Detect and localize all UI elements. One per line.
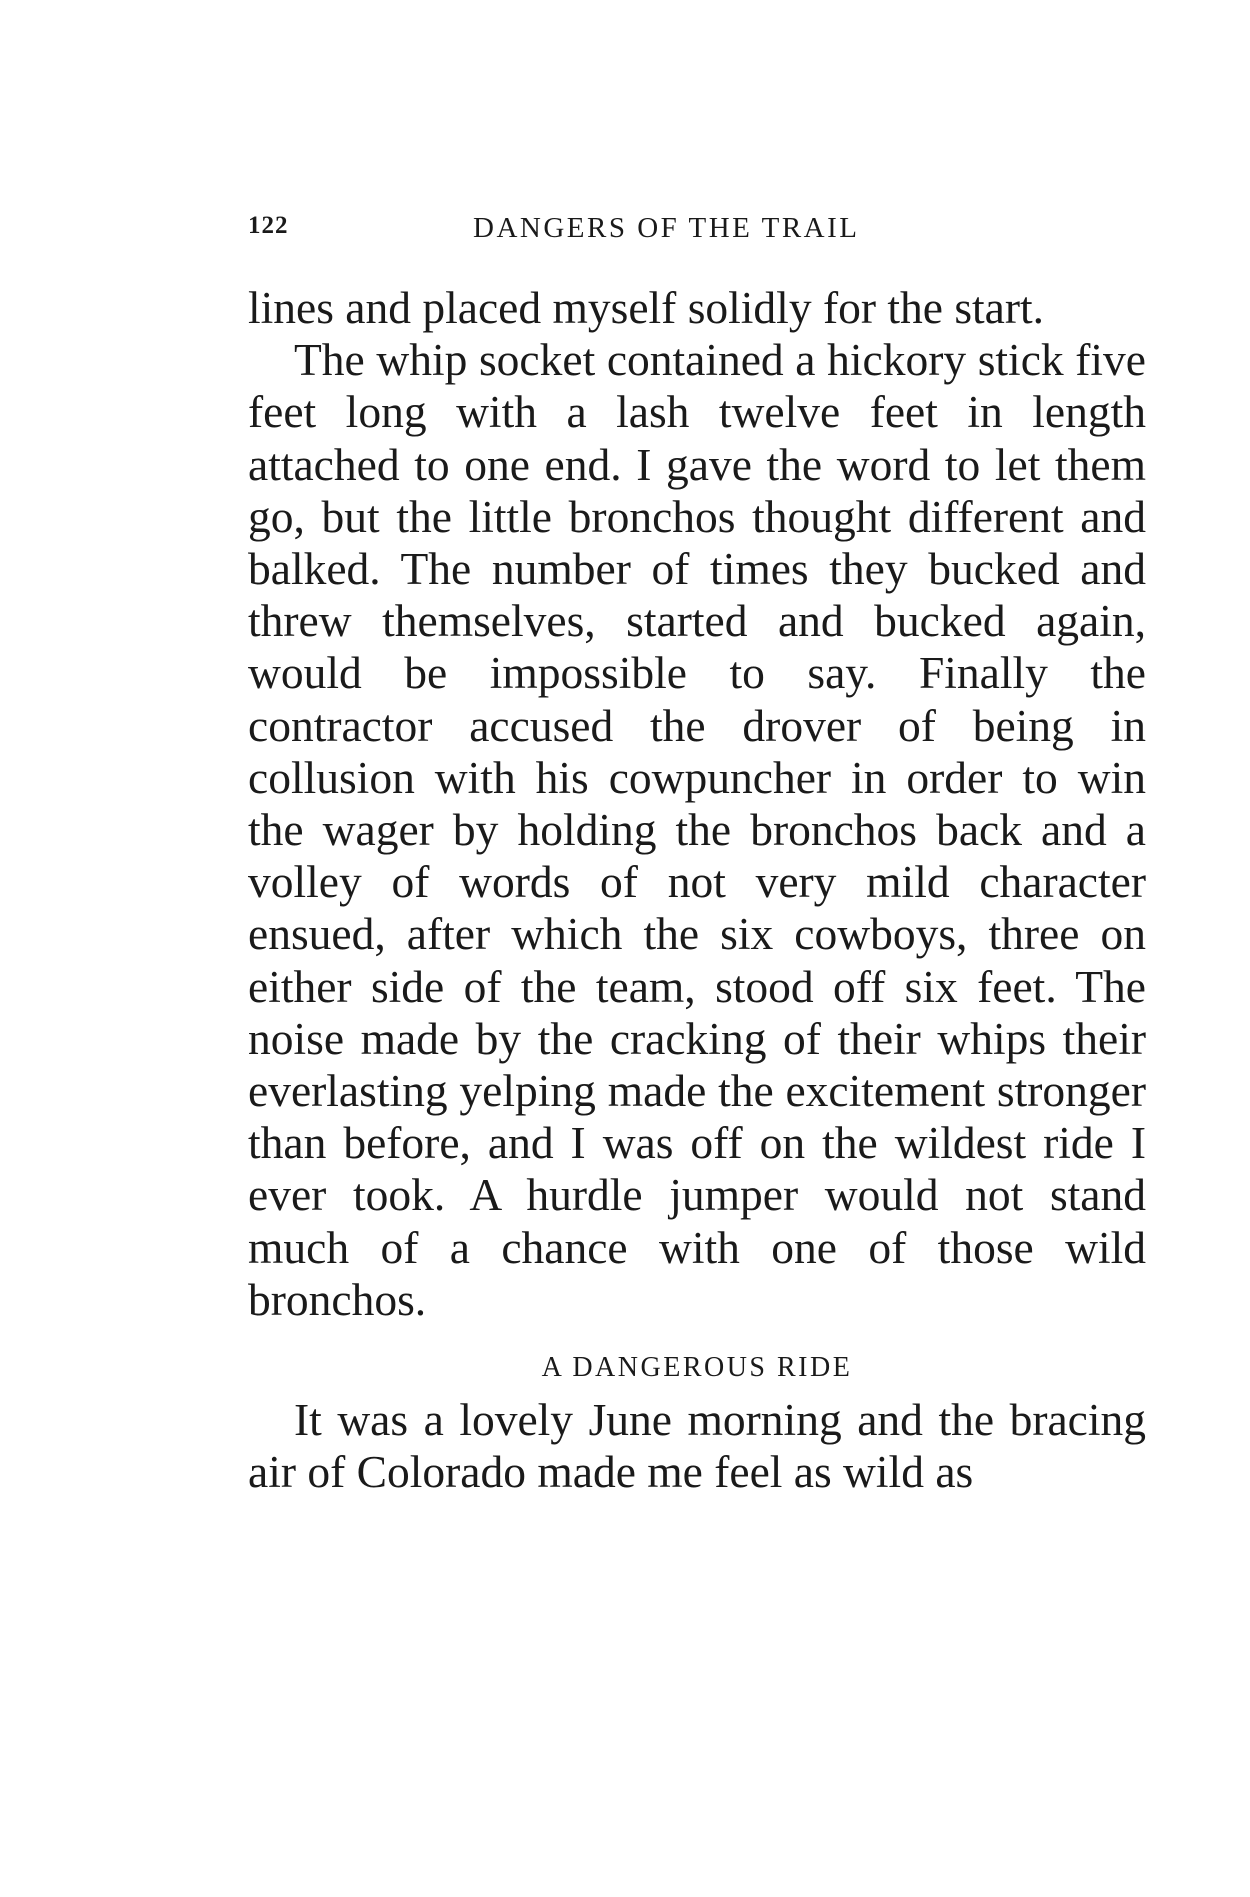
paragraph-whip-socket: The whip socket contained a hickory stick five feet long with a lash twelve feet in length attached to one end. I gave the word to let them go, but the little bronchos thought different and balked. The number of times they bucked and threw themselves, started and bucked again, would be impossible to say. Finally the contractor accused the drover of being in collusion with his cowpuncher in order to win the wager by holding the bronchos back and a volley of words of not very mild character ensued, after which the six cowboys, three on either side of the team, stood off six feet. The noise made by the cracking of their whips their everlasting yelping made the excitement stronger than before, and I was off on the wildest ride I ever took. A hurdle jumper would not stand much of a chance with one of those wild bronchos. bbox=[248, 334, 1146, 1325]
running-head bbox=[248, 212, 1148, 252]
page-number: 122 bbox=[248, 212, 289, 239]
running-title: DANGERS OF THE TRAIL bbox=[473, 212, 860, 244]
body-text bbox=[248, 282, 1146, 1498]
paragraph-continued: lines and placed myself solidly for the start. bbox=[248, 282, 1045, 333]
paragraph-june-morning: It was a lovely June morning and the bracing air of Colorado made me feel as wild as bbox=[248, 1394, 1146, 1498]
section-heading: A DANGEROUS RIDE bbox=[541, 1352, 853, 1384]
